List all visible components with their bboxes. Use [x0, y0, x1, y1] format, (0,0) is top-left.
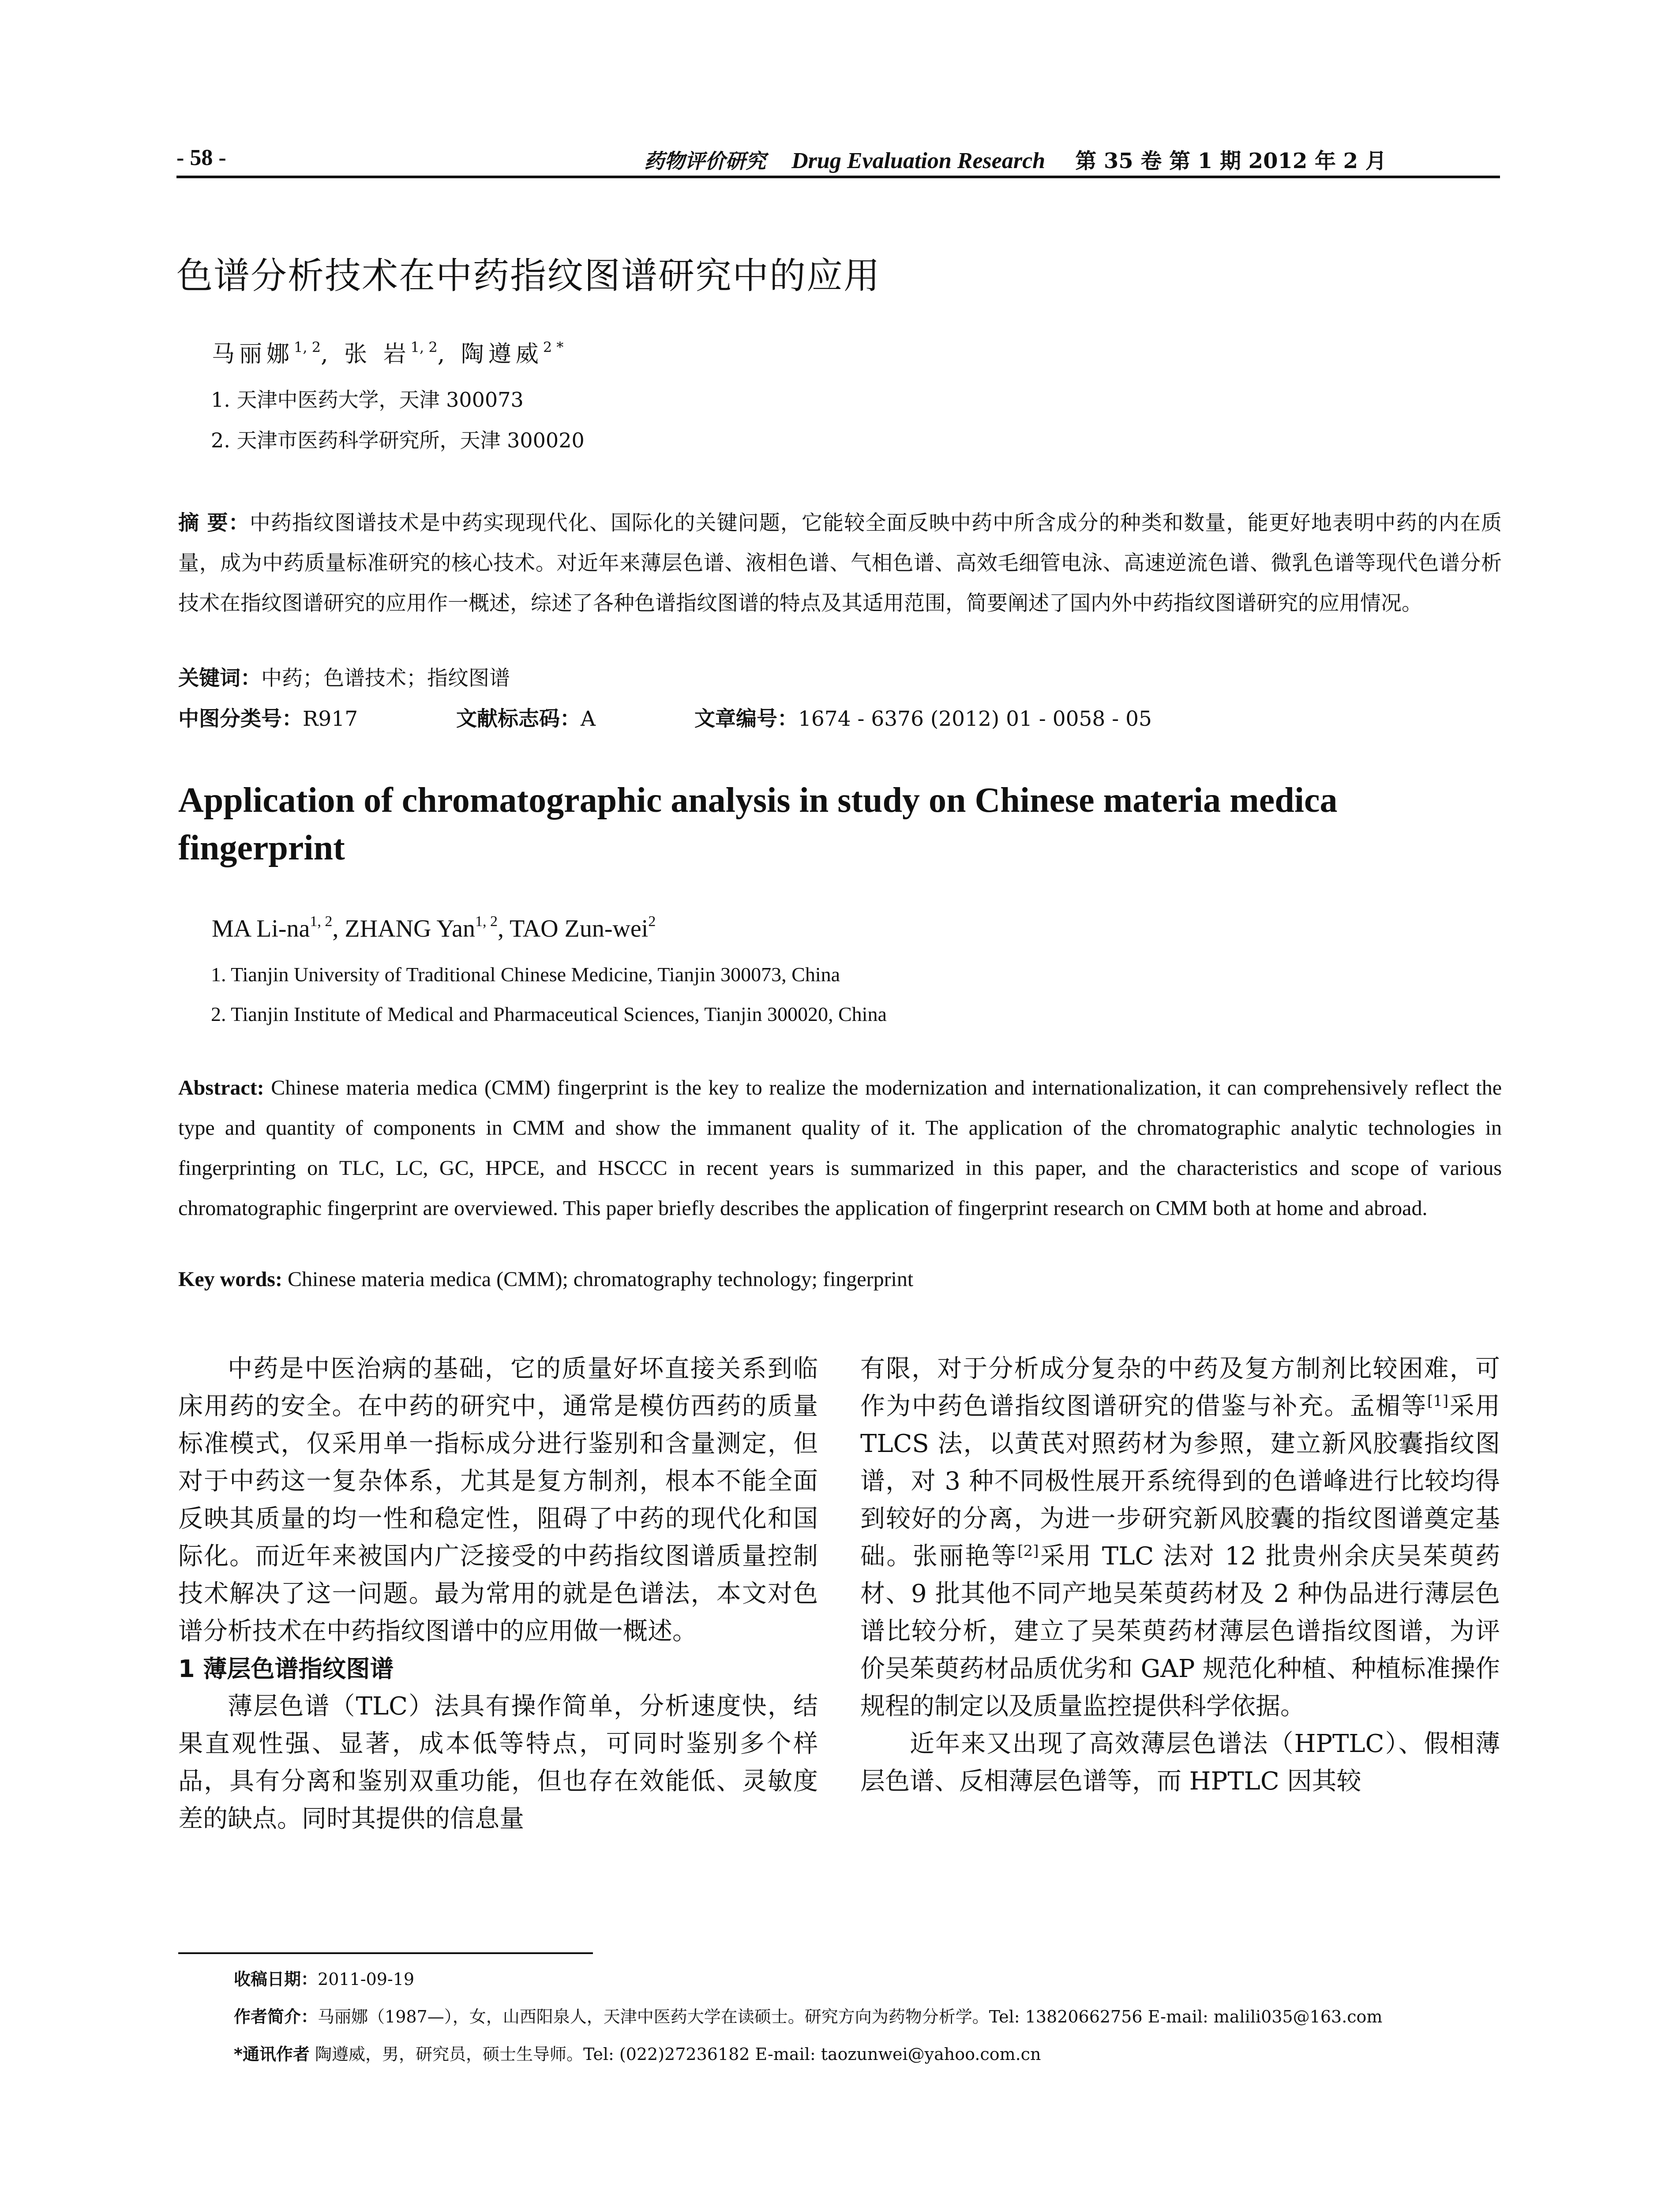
hptlc-paragraph: 近年来又出现了高效薄层色谱法（HPTLC）、假相薄层色谱、反相薄层色谱等，而 HPTLC 因其较 [860, 1730, 1500, 1796]
author-affil-sup: 2 * [543, 339, 564, 356]
author-cn: 陶遵威 [461, 341, 543, 368]
affiliation-en-1: 1. Tianjin University of Traditional Chinese Medicine, Tianjin 300073, China [211, 963, 840, 986]
tlc-continued-paragraph [860, 1350, 1500, 1725]
author-affil-sup: 2 [648, 913, 656, 930]
issue-info: 第 35 卷 第 1 期 2012 年 2 月 [1075, 149, 1387, 173]
document-code [456, 702, 596, 732]
keywords-cn-text: 中药；色谱技术；指纹图谱 [261, 666, 510, 690]
paragraph-text: 采用 TLCS 法，以黄芪对照药材为参照，建立新风胶囊指纹图谱，对 3 种不同极性展开系统得到的色谱峰进行比较均得到较好的分离，为进一步研究新风胶囊的指纹图谱奠定基础。张丽艳等 [860, 1392, 1500, 1571]
author-en: TAO Zun-wei [510, 915, 649, 942]
author-cn: 马丽娜 [212, 341, 294, 368]
footnote-received [234, 1966, 414, 1990]
author-affil-sup: 1, 2 [410, 339, 438, 356]
journal-name-en: Drug Evaluation Research [791, 148, 1046, 173]
tlc-paragraph: 薄层色谱（TLC）法具有操作简单，分析速度快，结果直观性强、显著，成本低等特点，可同时鉴别多个样品，具有分离和鉴别双重功能，但也存在效能低、灵敏度差的缺点。同时其提供的信息量 [178, 1692, 818, 1833]
authors-cn [212, 335, 563, 368]
footnote-rule [178, 1952, 593, 1954]
abstract-cn-label: 摘 要： [178, 511, 250, 535]
author-affil-sup: 1, 2 [310, 913, 333, 930]
received-date: 2011-09-19 [318, 1970, 415, 1989]
author-bio-label: 作者简介： [234, 2007, 318, 2026]
document-code-label: 文献标志码： [456, 707, 581, 731]
classification-label: 中图分类号： [178, 707, 303, 731]
affiliation-en-2: 2. Tianjin Institute of Medical and Pharmaceutical Sciences, Tianjin 300020, China [211, 1003, 887, 1025]
footnote-author-bio [234, 2003, 1382, 2027]
journal-name-cn: 药物评价研究 [644, 149, 766, 173]
abstract-cn-text: 中药指纹图谱技术是中药实现现代化、国际化的关键问题，它能较全面反映中药中所含成分的种类和数量，能更好地表明中药的内在质量，成为中药质量标准研究的核心技术。对近年来薄层色谱、液相色谱、气相色谱、高效毛细管电泳、高速逆流色谱、微乳色谱等现代色谱分析技术在指纹图谱研究的应用作一概述，综述了各种色谱指纹图谱的特点及其适用范围，简要阐述了国内外中药指纹图谱研究的应用情况。 [178, 511, 1502, 615]
author-affil-sup: 1, 2 [475, 913, 498, 930]
keywords-en-text: Chinese materia medica (CMM); chromatography technology; fingerprint [287, 1268, 914, 1291]
affiliation-cn-2: 2. 天津市医药科学研究所，天津 300020 [211, 428, 585, 452]
body-column-left [178, 1350, 818, 1838]
classification-value: R917 [303, 707, 358, 731]
paragraph-text: 采用 TLC 法对 12 批贵州余庆吴茱萸药材、9 批其他不同产地吴茱萸药材及 2 种伪品进行薄层色谱比较分析，建立了吴茱萸药材薄层色谱指纹图谱，为评价吴茱萸药材品质优劣和 GAP 规范化种植、种植标准操作规程的制定以及质量监控提供科学依据。 [860, 1542, 1500, 1721]
page-number: - 58 - [176, 145, 226, 170]
journal-line [644, 144, 1387, 174]
author-en: ZHANG Yan [345, 915, 476, 942]
keywords-cn [178, 662, 510, 691]
abstract-en [178, 1068, 1502, 1228]
article-id-value: 1674 - 6376 (2012) 01 - 0058 - 05 [798, 707, 1152, 731]
author-bio-text: 马丽娜（1987—），女，山西阳泉人，天津中医药大学在读硕士。研究方向为药物分析学。Tel: 13820662756 E-mail: malili035@163.com [318, 2007, 1383, 2026]
body-column-right [860, 1350, 1500, 1800]
header-rule [176, 176, 1500, 178]
abstract-en-text: Chinese materia medica (CMM) fingerprint is the key to realize the modernization and internationalization, it can comprehensively reflect the type and quantity of components in CMM and show the immanent quality of it. The application of the chromatographic analytic technologies in fingerprinting on TLC, LC, GC, HPCE, and HSCCC in recent years is summarized in this paper, and the characteristics and scope of various chromatographic fingerprint are overviewed. This paper briefly describes the application of fingerprint research on CMM both at home and abroad. [178, 1076, 1502, 1220]
authors-en [212, 913, 656, 943]
citation-ref: [1] [1427, 1392, 1449, 1410]
author-separator: , [321, 341, 345, 368]
keywords-en-label: Key words: [178, 1268, 282, 1291]
author-en: MA Li-na [212, 915, 310, 942]
document-code-value: A [581, 707, 596, 731]
corresponding-text: 陶遵威，男，研究员，硕士生导师。Tel: (022)27236182 E-mail: taozunwei@yahoo.com.cn [309, 2045, 1041, 2064]
classification-number [178, 702, 358, 732]
keywords-en [178, 1267, 913, 1291]
author-separator: , [332, 915, 345, 942]
section-heading: 1 薄层色谱指纹图谱 [178, 1655, 394, 1683]
corresponding-label: *通讯作者 [234, 2045, 310, 2064]
title-en: Application of chromatographic analysis in study on Chinese materia medica fingerprint [178, 781, 1338, 867]
abstract-cn [178, 503, 1502, 623]
keywords-cn-label: 关键词： [178, 666, 261, 690]
running-header [176, 140, 1500, 180]
author-cn: 张 岩 [344, 341, 411, 368]
author-separator: , [437, 341, 461, 368]
author-affil-sup: 1, 2 [294, 339, 321, 356]
paragraph-text: 有限，对于分析成分复杂的中药及复方制剂比较困难，可作为中药色谱指纹图谱研究的借鉴与补充。孟楣等 [860, 1354, 1500, 1421]
title-cn: 色谱分析技术在中药指纹图谱研究中的应用 [176, 255, 881, 297]
article-id [694, 702, 1152, 732]
footnote-corresponding [234, 2041, 1041, 2065]
author-separator: , [498, 915, 510, 942]
abstract-en-label: Abstract: [178, 1076, 264, 1099]
article-id-label: 文章编号： [694, 707, 798, 731]
affiliation-cn-1: 1. 天津中医药大学，天津 300073 [211, 388, 524, 412]
citation-ref: [2] [1017, 1542, 1039, 1560]
intro-paragraph: 中药是中医治病的基础，它的质量好坏直接关系到临床用药的安全。在中药的研究中，通常是模仿西药的质量标准模式，仅采用单一指标成分进行鉴别和含量测定，但对于中药这一复杂体系，尤其是复方制剂，根本不能全面反映其质量的均一性和稳定性，阻碍了中药的现代化和国际化。而近年来被国内广泛接受的中药指纹图谱质量控制技术解决了这一问题。最为常用的就是色谱法，本文对色谱分析技术在中药指纹图谱中的应用做一概述。 [178, 1354, 818, 1646]
received-label: 收稿日期： [234, 1970, 318, 1989]
